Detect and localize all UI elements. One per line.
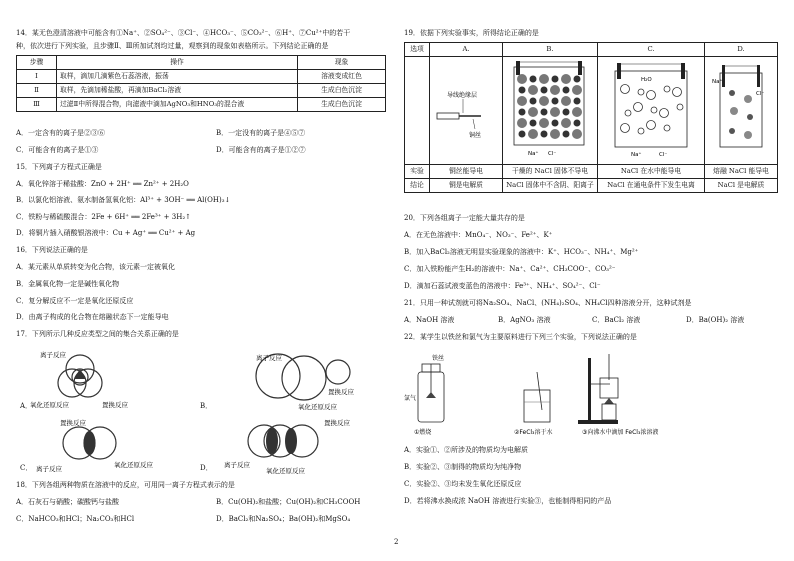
venn-b-replace-circle (326, 360, 350, 384)
nacl-aqueous-figure (601, 59, 701, 159)
q20-option-d: D．滴加石蕊试液变蓝色的溶液中：Fe³⁺、NH₄⁺、SO₄²⁻、Cl⁻ (404, 282, 601, 290)
q19-exp-b: 干燥的 NaCl 固体不导电 (503, 165, 598, 179)
q19-header-b: B. (503, 43, 598, 57)
molten-nacl-figure (708, 59, 774, 159)
q19-header-option: 选项 (405, 43, 430, 57)
venn-c-replace-label: 置换反应 (60, 419, 86, 427)
q22-option-a: A．实验①、②所涉及的物质均为电解质 (404, 446, 529, 454)
water-label: H₂O (641, 77, 652, 84)
q21-option-b: B．AgNO₃ 溶液 (498, 316, 551, 324)
q15-stem: 15．下列离子方程式正确是 (16, 163, 102, 171)
molten-cl-label: Cl⁻ (756, 91, 765, 98)
venn-a-replace-label: 置换反应 (102, 401, 128, 409)
q18-stem: 18．下列各组两种物质在溶液中的反应，可用同一离子方程式表示的是 (16, 481, 235, 489)
q17-option-a-label: A． (20, 402, 33, 410)
q14-row1-step: Ⅰ (17, 70, 57, 84)
q17-option-d-label: D． (200, 464, 213, 472)
q20-option-b: B．加入BaCl₂溶液无明显实验现象的溶液中：K⁺、HCO₃⁻、NH₄⁺、Mg²⁺ (404, 248, 639, 256)
q19-con-b: NaCl 固体中不含阴、阳离子 (503, 179, 598, 193)
q21-option-a: A．NaOH 溶液 (404, 316, 455, 324)
q18-option-a: A．石灰石与硝酸；碳酸钙与盐酸 (16, 498, 120, 506)
q19-header-d: D. (705, 43, 778, 57)
q14-row1-op: 取样，滴加几滴紫色石蕊溶液，振荡 (57, 70, 298, 84)
q19-table (404, 42, 778, 193)
q19-exp-label: 实验 (405, 165, 430, 179)
q16-option-a: A．某元素从单质转变为化合物，该元素一定被氧化 (16, 263, 176, 271)
q22-option-d: D．若将沸水换成浓 NaOH 溶液进行实验③，也能制得相同的产品 (404, 497, 612, 505)
q19-header-a: A. (430, 43, 503, 57)
q21-option-d: D．Ba(OH)₂ 溶液 (686, 316, 745, 324)
q14-stem-1: 14．某无色澄清溶液中可能含有①Na⁺、②SO₄²⁻、③Cl⁻、④HCO₃⁻、⑤CO₃²⁻、⑥H⁺、⑦Cu²⁺中的若干 (16, 29, 351, 37)
q19-fig-c (598, 57, 705, 165)
q19-fig-d (705, 57, 778, 165)
copper-wire-figure (433, 59, 499, 159)
q14-table (16, 55, 386, 112)
copper-label: 铜丝 (469, 132, 482, 140)
q19-con-d: NaCl 是电解质 (705, 179, 778, 193)
venn-b-ion-label: 离子反应 (256, 354, 282, 362)
q19-header-c: C. (598, 43, 705, 57)
nacl-cl-label: Cl⁻ (548, 151, 557, 158)
aq-na-label: Na⁺ (631, 152, 642, 159)
q19-exp-a: 铜丝能导电 (430, 165, 503, 179)
molten-na-label: Na⁺ (712, 79, 723, 86)
q22-stem: 22．某学生以铁丝和氯气为主要原料进行下列三个实验，下列说法正确的是 (404, 333, 637, 341)
q22-apparatus-figure (404, 348, 778, 440)
q18-option-d: D．BaCl₂和Na₂SO₄；Ba(OH)₂和MgSO₄ (216, 515, 351, 523)
q17-venn-b (216, 350, 386, 412)
q14-option-b: B．一定没有的离子是④⑤⑦ (216, 129, 306, 137)
q16-option-d: D．由离子构成的化合物在熔融状态下一定能导电 (16, 313, 169, 321)
q19-fig-a (430, 57, 503, 165)
aq-cl-label: Cl⁻ (659, 152, 668, 159)
q16-option-c: C．复分解反应不一定是氧化还原反应 (16, 297, 134, 305)
venn-d-ion-label: 离子反应 (224, 461, 250, 469)
q17-option-c-label: C． (20, 464, 33, 472)
iron-wire-label: 铁丝 (432, 355, 445, 362)
q15-option-c: C．铁粉与稀硫酸混合：2Fe + 6H⁺ ══ 2Fe³⁺ + 3H₂↑ (16, 213, 191, 221)
q14-row3-step: Ⅲ (17, 98, 57, 112)
q22-option-c: C．实验②、③均未发生氧化还原反应 (404, 480, 522, 488)
q19-fig-b (503, 57, 598, 165)
q14-header-step: 步骤 (17, 56, 57, 70)
caption-3: ③向沸水中滴加 FeCl₃浓溶液 (582, 429, 659, 436)
q17-venn-c (34, 415, 184, 475)
q14-row2-op: 取样，先滴加稀盐酸，再滴加BaCl₂溶液 (57, 84, 298, 98)
nacl-na-label: Na⁺ (528, 151, 539, 158)
q14-row3-op: 过滤Ⅱ中所得混合物，向滤液中滴加AgNO₃和HNO₃的混合液 (57, 98, 298, 112)
q22-option-b: B．实验②、③制得的物质均为纯净物 (404, 463, 522, 471)
q21-option-c: C．BaCl₂ 溶液 (592, 316, 641, 324)
page-number: 2 (394, 538, 399, 546)
venn-b-redox-circle (282, 356, 326, 400)
nacl-solid-figure (506, 59, 594, 159)
q18-option-b: B．Cu(OH)₂和盐酸；Cu(OH)₂和CH₃COOH (216, 498, 361, 506)
q19-exp-d: 熔融 NaCl 能导电 (705, 165, 778, 179)
venn-b-redox-label: 氧化还原反应 (298, 403, 337, 411)
q14-row2-step: Ⅱ (17, 84, 57, 98)
q15-option-a: A．氧化锌溶于稀盐酸：ZnO + 2H⁺ ══ Zn²⁺ + 2H₂O (16, 180, 189, 188)
q17-option-b-label: B． (200, 402, 213, 410)
q16-option-b: B．金属氧化物一定是碱性氧化物 (16, 280, 120, 288)
q19-exp-c: NaCl 在水中能导电 (598, 165, 705, 179)
q20-option-c: C．加入铁粉能产生H₂的溶液中：Na⁺、Ca²⁺、CH₃COO⁻、CO₃²⁻ (404, 265, 616, 273)
venn-d-redox-label: 氧化还原反应 (266, 467, 305, 475)
wire-insulation-label: 导线绝缘层 (447, 92, 478, 100)
venn-d-replace-label: 置换反应 (324, 419, 350, 427)
q14-option-a: A．一定含有的离子是②③⑥ (16, 129, 106, 137)
q14-option-d: D．可能含有的离子是①②⑦ (216, 146, 306, 154)
q17-venn-a (30, 345, 160, 415)
chlorine-label: 氯气 (404, 395, 417, 402)
venn-a-ion-label: 离子反应 (40, 351, 66, 359)
q15-option-d: D．将铜片插入硝酸银溶液中：Cu + Ag⁺ ══ Cu²⁺ + Ag (16, 229, 196, 237)
q19-con-a: 铜是电解质 (430, 179, 503, 193)
venn-c-ion-label: 离子反应 (36, 465, 62, 473)
caption-1: ①燃烧 (414, 429, 432, 436)
q20-stem: 20．下列各组离子一定能大量共存的是 (404, 214, 525, 222)
venn-a-redox-label: 氧化还原反应 (30, 401, 69, 409)
q14-row1-phen: 溶液变成红色 (298, 70, 386, 84)
q19-con-label: 结论 (405, 179, 430, 193)
venn-b-replace-label: 置换反应 (328, 388, 354, 396)
q14-header-op: 操作 (57, 56, 298, 70)
q14-header-phen: 现象 (298, 56, 386, 70)
q19-con-c: NaCl 在通电条件下发生电离 (598, 179, 705, 193)
caption-2: ②FeCl₃溶于水 (514, 429, 553, 436)
q14-row2-phen: 生成白色沉淀 (298, 84, 386, 98)
q14-option-c: C．可能含有的离子是①③ (16, 146, 99, 154)
q19-stem: 19．依据下列实验事实，所得结论正确的是 (404, 29, 539, 37)
q17-stem: 17．下列所示几种反应类型之间的集合关系正确的是 (16, 330, 179, 338)
q15-option-b: B．以氯化铝溶液、氨水制备氢氧化铝：Al³⁺ + 3OH⁻ ══ Al(OH)₃↓ (16, 196, 231, 204)
venn-c-redox-label: 氧化还原反应 (114, 461, 153, 469)
q18-option-c: C．NaHCO₃和HCl；Na₂CO₃和HCl (16, 515, 135, 523)
q14-stem-2: 种，依次进行下列实验，且步骤Ⅱ、Ⅲ所加试剂均过量，观察到的现象如表格所示。下列结论正确的是 (16, 42, 329, 50)
q17-venn-d (216, 415, 386, 475)
q16-stem: 16．下列说法正确的是 (16, 246, 88, 254)
q21-stem: 21．只用一种试剂就可将Na₂SO₄、NaCl、(NH₄)₂SO₄、NH₄Cl四种溶液分开，这种试剂是 (404, 299, 692, 307)
q20-option-a: A．在无色溶液中：MnO₄⁻、NO₃⁻、Fe²⁺、K⁺ (404, 231, 553, 239)
q14-row3-phen: 生成白色沉淀 (298, 98, 386, 112)
